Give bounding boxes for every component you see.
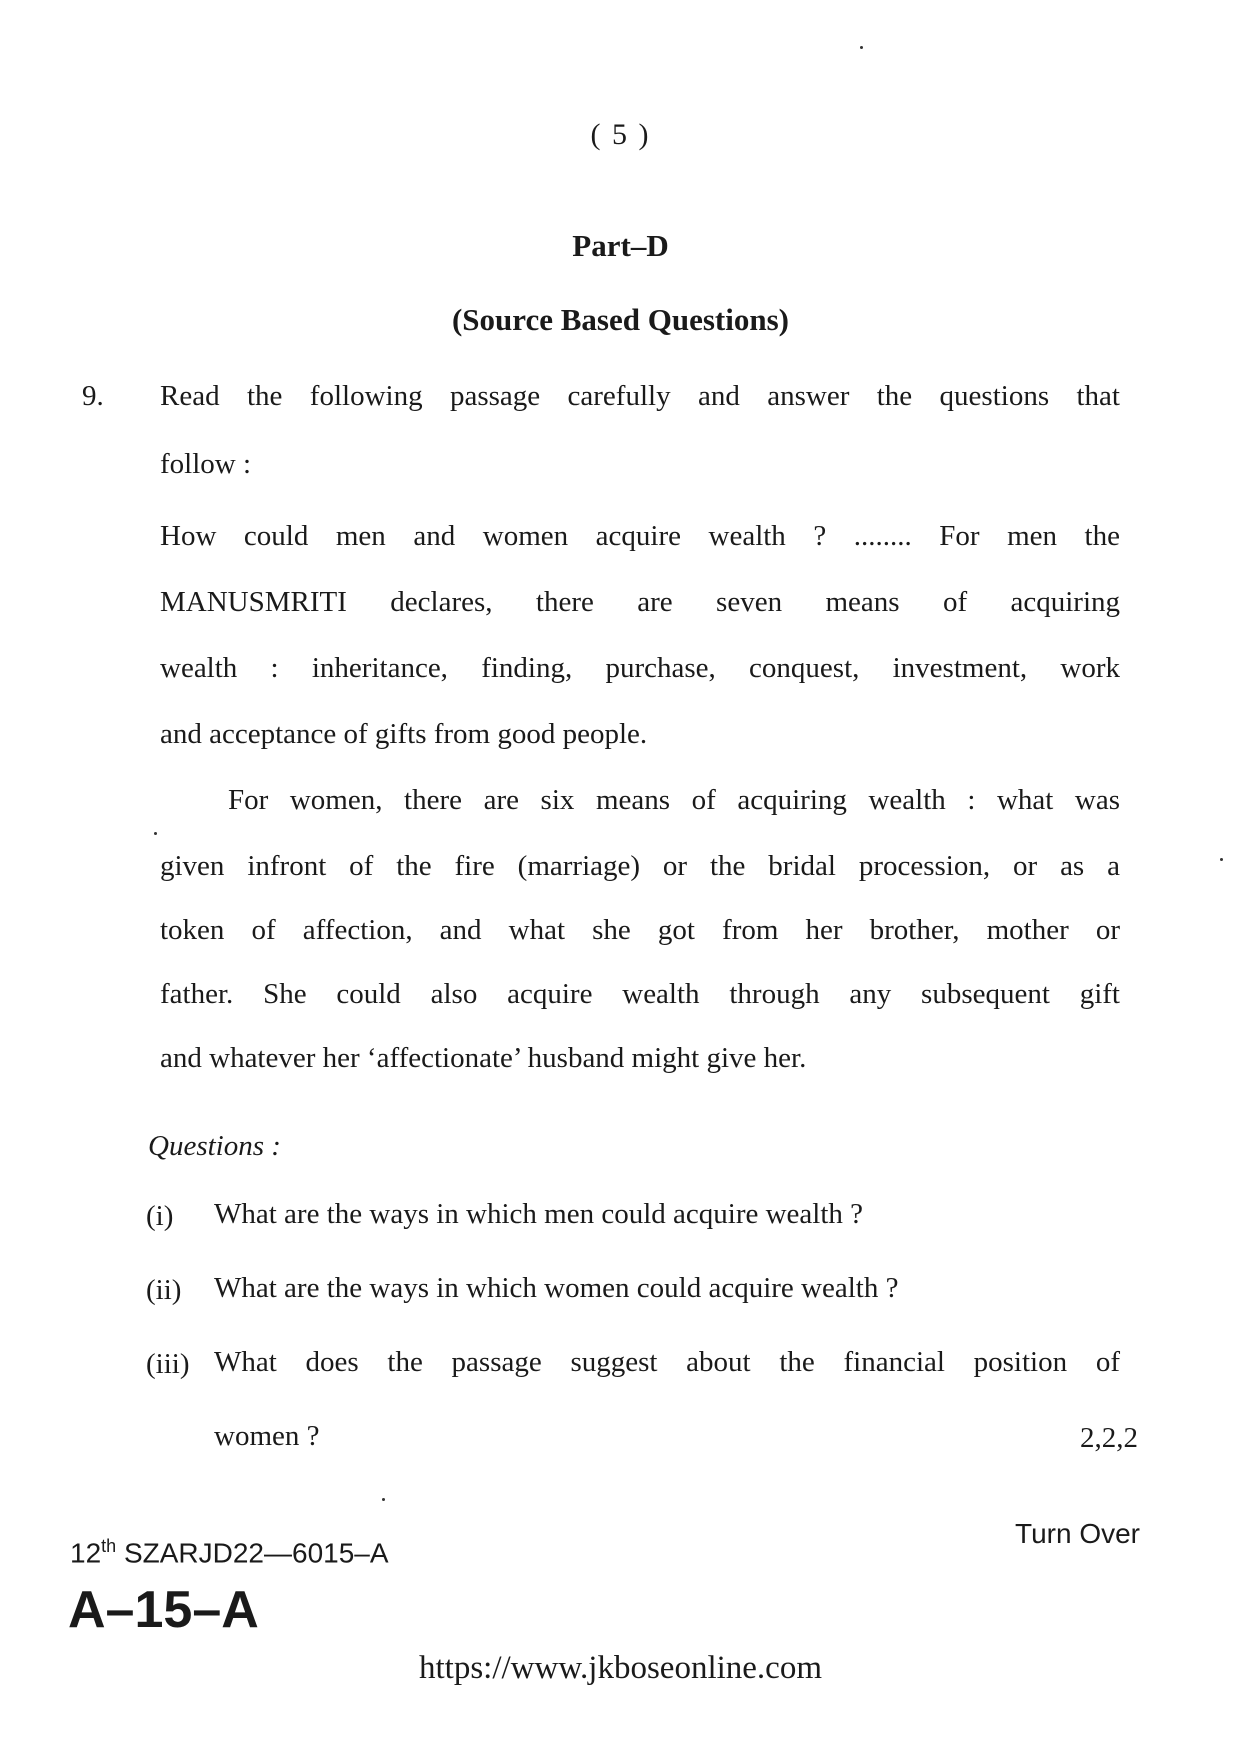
questions-label: Questions : — [148, 1130, 281, 1162]
paper-code-text: SZARJD22—6015–A — [116, 1537, 389, 1569]
source-url: https://www.jkboseonline.com — [419, 1650, 822, 1686]
passage-line: MANUSMRITI declares, there are seven means of acquiring — [160, 586, 1120, 618]
passage-line: given infront of the fire (marriage) or the bridal procession, or as a — [160, 850, 1120, 882]
scan-speck — [1220, 858, 1223, 861]
instruction-line: Read the following passage carefully and answer the questions that — [160, 380, 1120, 412]
scan-speck — [382, 1498, 385, 1501]
sub-question-text: What are the ways in which women could acquire wealth ? — [214, 1272, 899, 1304]
passage-line: How could men and women acquire wealth ? ........ For men the — [160, 520, 1120, 552]
part-subtitle: (Source Based Questions) — [451, 302, 789, 337]
sub-question-text: What does the passage suggest about the financial position of — [214, 1346, 1120, 1378]
passage-line: and acceptance of gifts from good people. — [160, 718, 648, 750]
part-title: Part–D — [572, 228, 669, 263]
turn-over-label: Turn Over — [1015, 1518, 1140, 1549]
class-suffix: th — [101, 1536, 117, 1556]
passage-line: For women, there are six means of acquiring wealth : what was — [228, 784, 1120, 816]
instruction-line: follow : — [160, 448, 252, 480]
set-code: A–15–A — [68, 1581, 259, 1639]
sub-question-text: What are the ways in which men could acquire wealth ? — [214, 1198, 864, 1230]
marks: 2,2,2 — [1080, 1422, 1138, 1454]
passage-line: father. She could also acquire wealth through any subsequent gift — [160, 978, 1120, 1010]
question-number: 9. — [82, 380, 104, 412]
sub-question-text: women ? — [214, 1420, 320, 1452]
sub-question-number: (i) — [146, 1200, 174, 1232]
sub-question-number: (ii) — [146, 1274, 182, 1306]
passage-line: and whatever her ‘affectionate’ husband might give her. — [160, 1042, 807, 1074]
passage-line: wealth : inheritance, finding, purchase, conquest, investment, work — [160, 652, 1120, 684]
scan-speck — [154, 832, 157, 835]
sub-question-number: (iii) — [146, 1348, 190, 1380]
scan-speck — [860, 46, 863, 49]
paper-code — [70, 1536, 389, 1569]
passage-line: token of affection, and what she got from her brother, mother or — [160, 914, 1120, 946]
class-prefix: 12 — [70, 1537, 102, 1569]
page-number: ( 5 ) — [590, 118, 651, 151]
